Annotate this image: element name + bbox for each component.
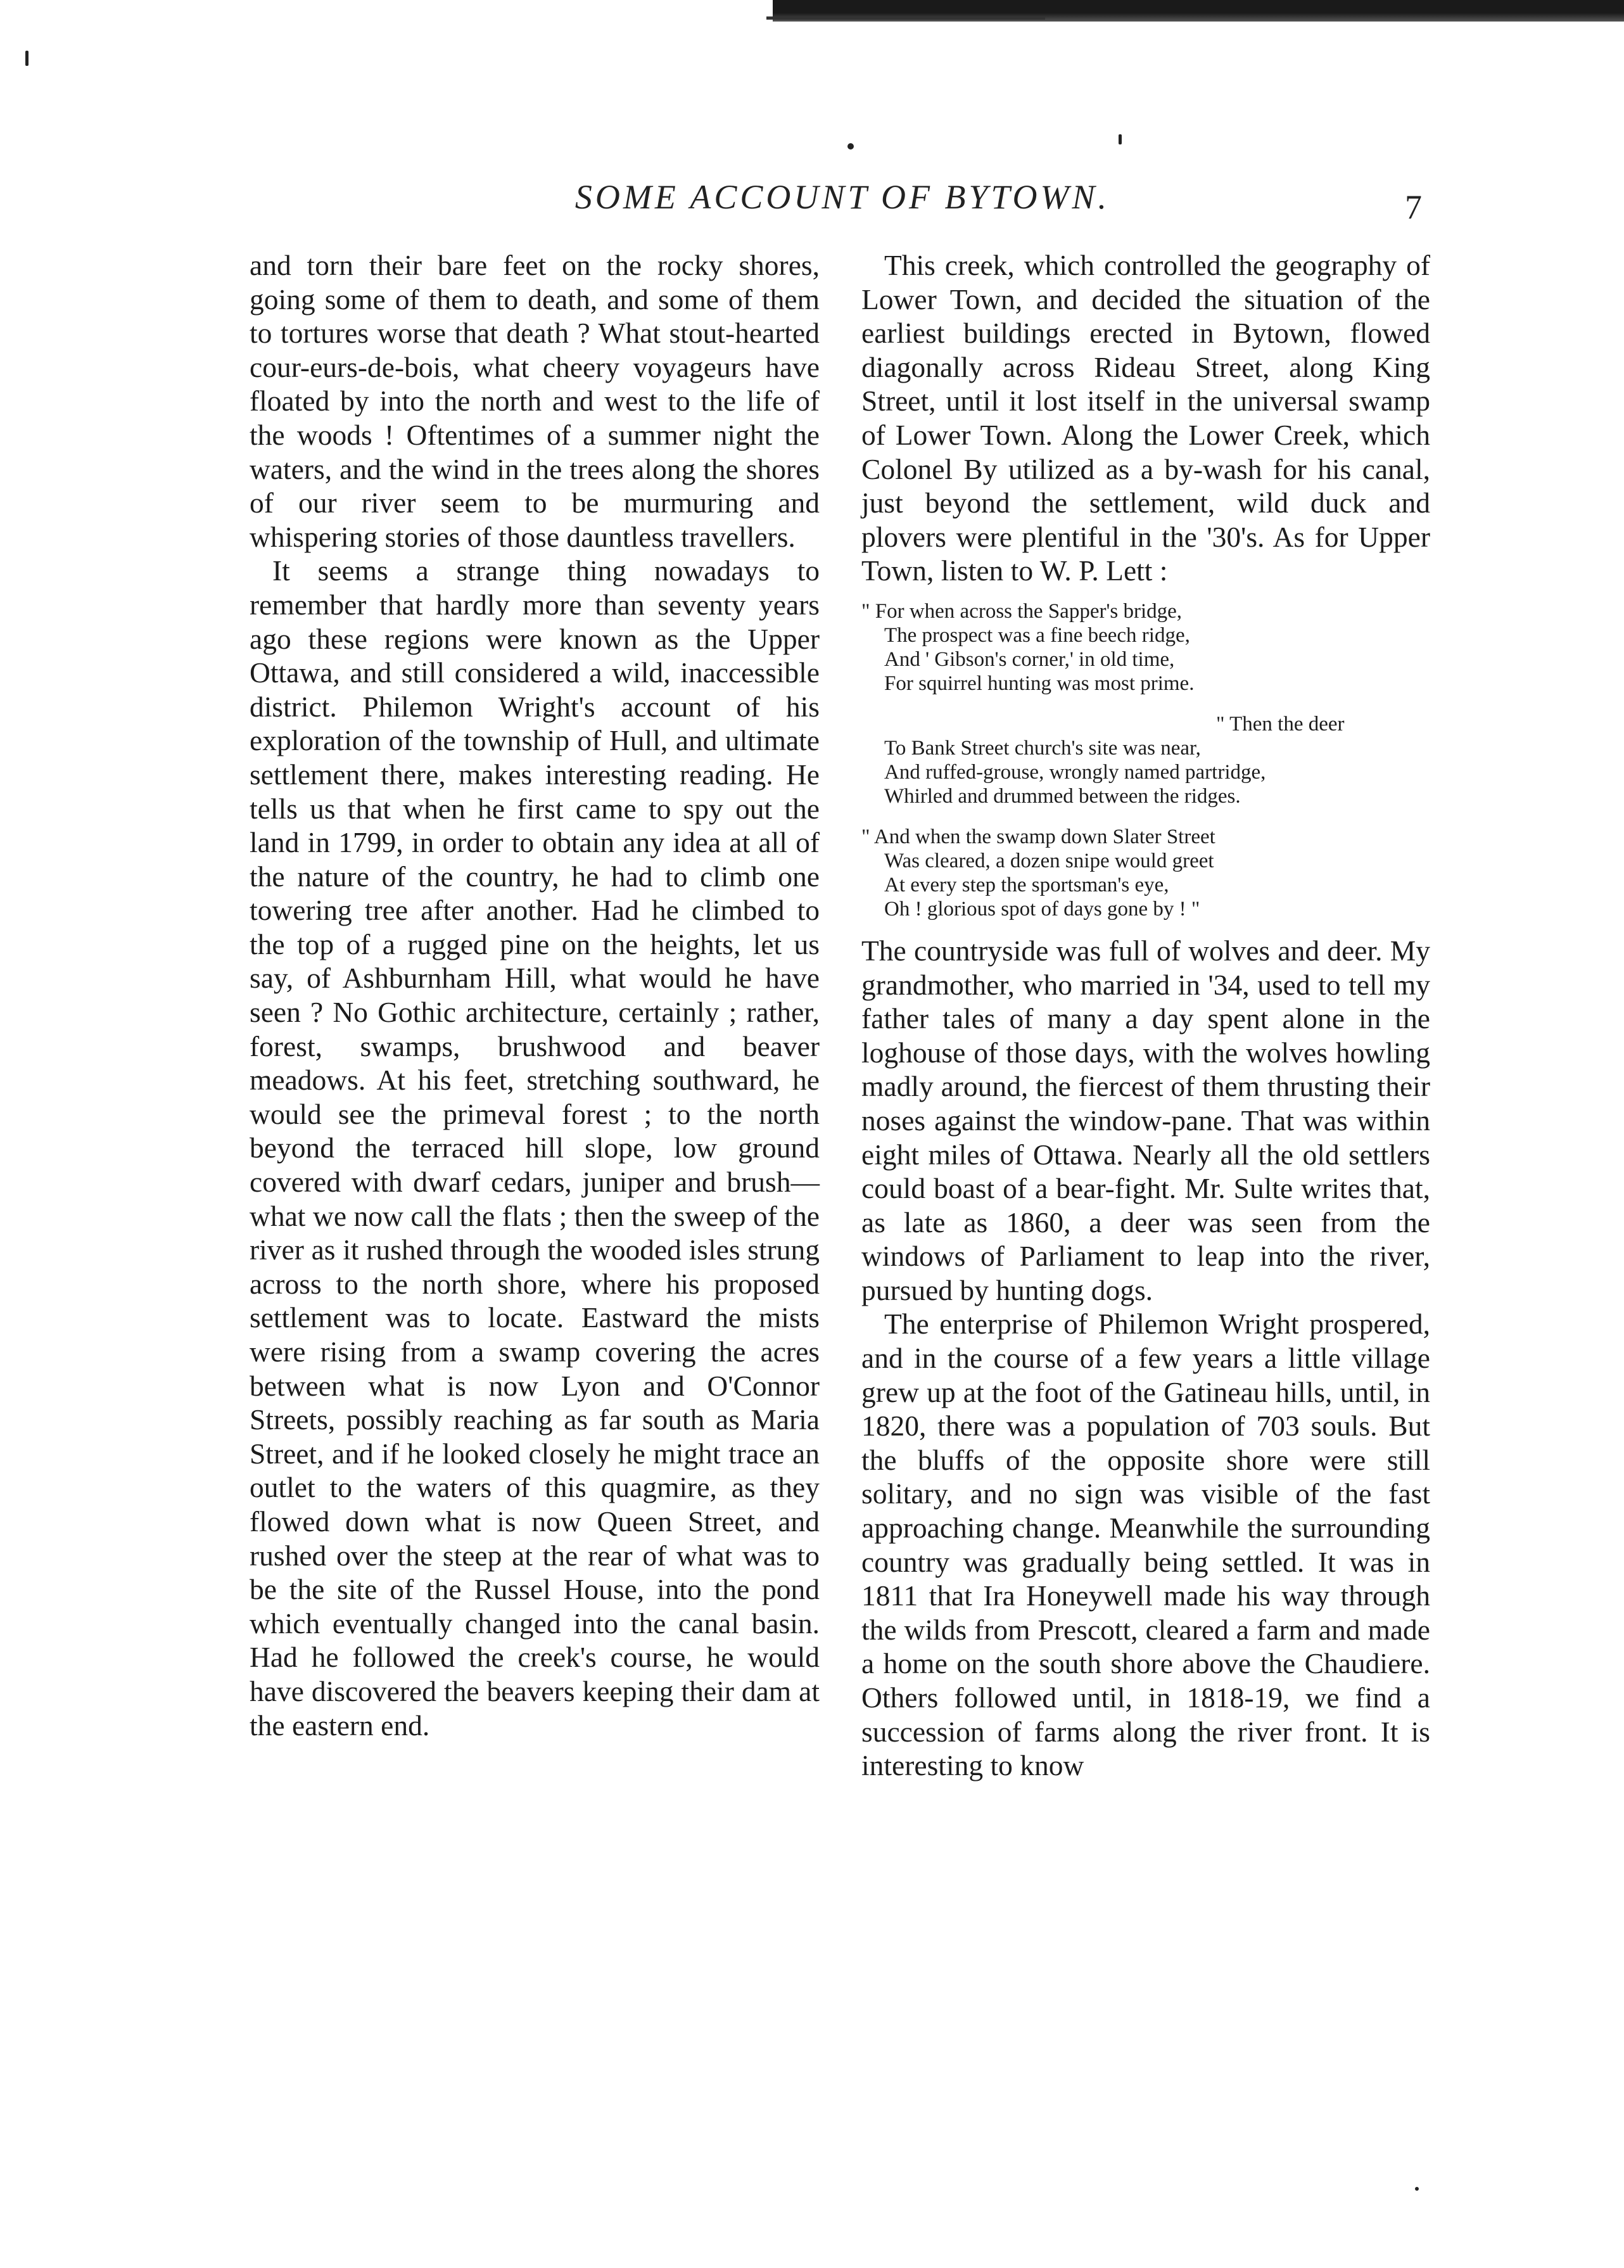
scan-edge-line xyxy=(766,16,1045,20)
running-title: SOME ACCOUNT OF BYTOWN. xyxy=(574,178,1110,216)
verse-line: Oh ! glorious spot of days gone by ! " xyxy=(884,897,1200,921)
scan-speck xyxy=(1119,134,1122,144)
verse-line: Was cleared, a dozen snipe would greet xyxy=(884,849,1214,872)
verse-line: The prospect was a fine beech ridge, xyxy=(884,623,1190,647)
right-paragraph-1: The countryside was full of wolves and deer. My grandmother, who married in '34, used to tell my father tales of many a day spent alone in the loghouse of those days, with the wolves howling madly around, the fiercest of them thrusting their noses against the window-pane. That was within eight miles of Ottawa. Nearly all the old settlers could boast of a bear-fight. Mr. Sulte writes that, as late as 1860, a deer was seen from the windows of Parliament to leap into the river, pursued by hunting dogs. xyxy=(861,934,1430,1306)
verse-line: " For when across the Sapper's bridge, xyxy=(861,599,1183,623)
right-column xyxy=(861,248,1430,1783)
verse-line: To Bank Street church's site was near, xyxy=(884,736,1201,760)
verse-line: " Then the deer xyxy=(1216,712,1345,736)
left-paragraph-1: and torn their bare feet on the rocky shores, going some of them to death, and some of them to tortures worse that death ? What stout-hearted cour-eurs-de-bois, what cheery voyageurs have floated by into the north and west to the life of the woods ! Oftentimes of a summer night the waters, and the wind in the trees along the shores of our river seem to be murmuring and whispering stories of those dauntless travellers. xyxy=(250,249,820,553)
verse-line: And ruffed-grouse, wrongly named partridge, xyxy=(884,760,1266,784)
verse-line: And ' Gibson's corner,' in old time, xyxy=(884,647,1175,671)
verse-line: " And when the swamp down Slater Street xyxy=(861,825,1215,848)
verse-stanza-1 xyxy=(861,599,1430,696)
scan-speck xyxy=(1415,2187,1419,2191)
page-number: 7 xyxy=(1405,188,1422,226)
scan-speck xyxy=(25,51,29,66)
running-head xyxy=(241,171,1444,228)
right-intro-paragraph: This creek, which controlled the geography of Lower Town, and decided the situation of the earliest buildings erected in Bytown, flowed diagonally across Rideau Street, along King Street, until it lost itself in the universal swamp of Lower Town. Along the Lower Creek, which Colonel By utilized as a by-wash for his canal, just beyond the settlement, wild duck and plovers were plentiful in the '30's. As for Upper Town, listen to W. P. Lett : xyxy=(861,249,1430,587)
left-paragraph-2: It seems a strange thing nowadays to remember that hardly more than seventy years ago these regions were known as the Upper Ottawa, and still considered a wild, inaccessible district. Philemon Wright's account of his exploration of the township of Hull, and ultimate settlement there, makes interesting reading. He tells us that when he first came to spy out the land in 1799, in order to obtain any idea at all of the nature of the country, he had to climb one towering tree after another. Had he climbed to the top of a rugged pine on the heights, let us say, of Ashburnham Hill, what would he have seen ? No Gothic architecture, certainly ; rather, forest, swamps, brushwood and beaver meadows. At his feet, stretching southward, he would see the primeval forest ; to the north beyond the terraced hill slope, low ground covered with dwarf cedars, juniper and brush—what we now call the flats ; then the sweep of the river as it rushed through the wooded isles strung across to the north shore, where his proposed settlement was to locate. Eastward the mists were rising from a swamp covering the acres between what is now Lyon and O'Connor Streets, possibly reaching as far south as Maria Street, and if he looked closely he might trace an outlet to the waters of this quagmire, as they flowed down what is now Queen Street, and rushed over the steep at the rear of what was to be the site of the Russel House, into the pond which eventually changed into the canal basin. Had he followed the creek's course, he would have discovered the beavers keeping their dam at the eastern end. xyxy=(250,554,820,1742)
right-paragraph-2: The enterprise of Philemon Wright prospered, and in the course of a few years a little village grew up at the foot of the Gatineau hills, until, in 1820, there was a population of 703 souls. But the bluffs of the opposite shore were still solitary, and no sign was visible of the fast approaching change. Meanwhile the surrounding country was gradually being settled. It was in 1811 that Ira Honeywell made his way through the wilds from Prescott, cleared a farm and made a home on the south shore above the Chaudiere. Others followed until, in 1818-19, we find a succession of farms along the river front. It is interesting to know xyxy=(861,1308,1430,1782)
verse-line: For squirrel hunting was most prime. xyxy=(884,672,1195,695)
verse-stanza-3 xyxy=(861,825,1430,921)
verse-line: Whirled and drummed between the ridges. xyxy=(884,784,1241,808)
verse-quotation xyxy=(861,599,1430,921)
left-column xyxy=(250,248,820,1742)
verse-stanza-2 xyxy=(861,712,1430,808)
scan-speck xyxy=(847,143,854,150)
verse-line: At every step the sportsman's eye, xyxy=(884,873,1169,896)
